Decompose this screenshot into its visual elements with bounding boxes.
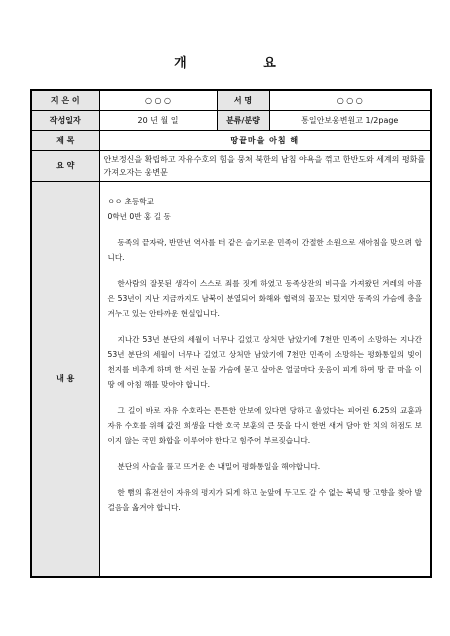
paragraph-3: 지나간 53년 분단의 세월이 너무나 길었고 상처만 남았기에 7천만 민족이 소망하는 지나간 53년 분단의 세월이 너무나 길었고 상처만 남았기에 7천만 민족이 소망하는 평화통일의 빛이 천지를 비추게 하며 한 서린 눈물 가슴에 묻고 살아온 얼굴마다 웃음이 피게 하여 땅 끝 마을 이 땅 에 아침 해를 맞아야 합니다.	[107, 334, 422, 389]
summary-value: 안보정신을 확립하고 자유수호의 힘을 뭉쳐 북한의 남침 야욕을 꺾고 한반도와 세계의 평화를 가져오자는 웅변문	[99, 150, 431, 181]
category-label: 분류/분량	[217, 110, 269, 130]
paragraph-5: 분단의 사슬을 풀고 뜨거운 손 내밀어 평화통일을 해야합니다.	[117, 461, 321, 471]
summary-label: 요 약	[31, 150, 99, 181]
paragraph-6: 한 뼘의 휴전선이 자유의 평지가 되게 하고 눈앞에 두고도 갈 수 없는 북녘 땅 고향을 찾아 발걸음을 옮겨야 합니다.	[107, 487, 422, 512]
paragraph-2: 한사람의 잘못된 생각이 스스로 죄를 짓게 하였고 동족상잔의 비극을 가져왔던 겨레의 아픔은 53년이 지난 지금까지도 남북이 분열되어 화해와 협력의 물꼬는 텄지만 동족의 가슴에 총을 겨누고 있는 안타까운 현실입니다.	[107, 278, 422, 318]
subject-label: 제 목	[31, 130, 99, 150]
paragraph-1: 동족의 끝자락, 반만년 역사를 터 같은 슬기로운 민족이 간절한 소원으로 새아침을 맞으려 합니다.	[107, 237, 422, 262]
date-value: 20 년 월 일	[99, 110, 217, 130]
school-line: ㅇㅇ 초등학교	[107, 196, 154, 206]
date-label: 작성일자	[31, 110, 99, 130]
paragraph-4: 그 길이 바로 자유 수호라는 튼튼한 안보에 있다면 당하고 울었다는 피어린 6.25의 교훈과 자유 수호를 위해 값진 희생을 다한 호국 보훈의 큰 뜻을 다시 한번 새겨 담아 한 치의 허점도 보이지 않는 국민 화합을 이루어야 한다고 힘주어 부르짖습니다.	[107, 405, 422, 445]
overview-form	[30, 89, 432, 578]
content-label: 내 용	[31, 181, 99, 577]
document-title: 개 요	[174, 56, 312, 71]
subject-value: 땅끝마을 아침 해	[99, 130, 431, 150]
category-value: 통일안보웅변원고 1/2page	[269, 110, 431, 130]
name-label: 서 명	[217, 90, 269, 110]
content-body	[99, 181, 431, 577]
author-value: ○ ○ ○	[99, 90, 217, 110]
author-label: 지 은 이	[31, 90, 99, 110]
student-line: 0학년 0반 홍 길 동	[107, 211, 171, 221]
name-value: ○ ○ ○	[269, 90, 431, 110]
